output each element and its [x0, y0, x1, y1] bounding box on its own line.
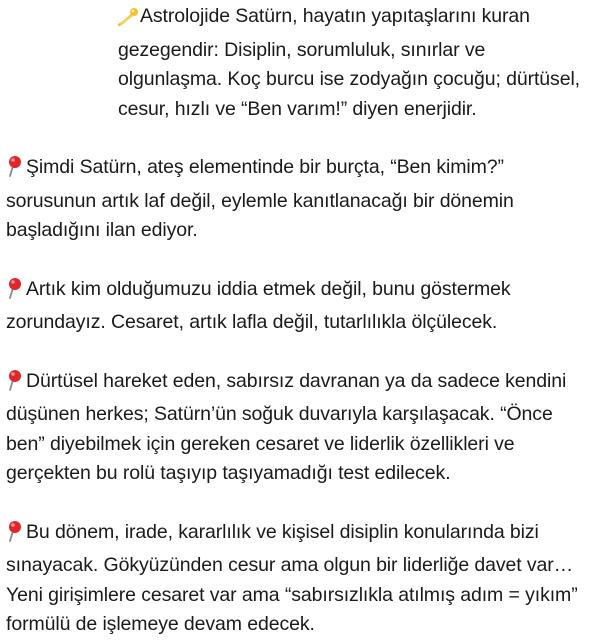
- round-pushpin-icon: [6, 277, 24, 309]
- paragraph-text: Astrolojide Satürn, hayatın yapıtaşlarını kuran gezegendir: Disiplin, sorumluluk, sınırlar ve olgunlaşma. Koç burcu ise zodyağın çocuğu; dürtüsel, cesur, hızlı ve “Ben varım!” diyen enerjidir.: [118, 5, 580, 120]
- paragraph-text: Dürtüsel hareket eden, sabırsız davranan ya da sadece kendini düşünen herkes; Satürn’ün soğuk duvarıyla karşılaşacak. “Önce ben” diyebilmek için gereken cesaret ve liderlik özellikleri ve gerçekten bu rolü taşıyıp taşıyamadığı test edilecek.: [6, 369, 567, 484]
- round-pushpin-icon: [6, 155, 24, 187]
- paragraph-intro: [6, 2, 594, 124]
- paragraph-item: [6, 275, 594, 338]
- comet-emoji-icon: [118, 6, 140, 36]
- paragraph-item: [6, 153, 594, 246]
- paragraph-text: Şimdi Satürn, ateş elementinde bir burçta, “Ben kimim?” sorusunun artık laf değil, eylemle kanıtlanacağı bir dönemin başladığını ilan ediyor.: [6, 156, 514, 241]
- round-pushpin-icon: [6, 520, 24, 552]
- round-pushpin-icon: [6, 369, 24, 401]
- paragraph-item: [6, 518, 594, 640]
- paragraph-text: Artık kim olduğumuzu iddia etmek değil, bunu göstermek zorundayız. Cesaret, artık lafla değil, tutarlılıkla ölçülecek.: [6, 277, 511, 333]
- paragraph-item: [6, 367, 594, 489]
- paragraph-text: Bu dönem, irade, kararlılık ve kişisel disiplin konularında bizi sınayacak. Gökyüzünden cesur ama olgun bir liderliğe davet var… Yeni girişimlere cesaret var ama “sabırsızlıkla atılmış adım = yıkım” formülü de işlemeye devam edecek.: [6, 520, 578, 635]
